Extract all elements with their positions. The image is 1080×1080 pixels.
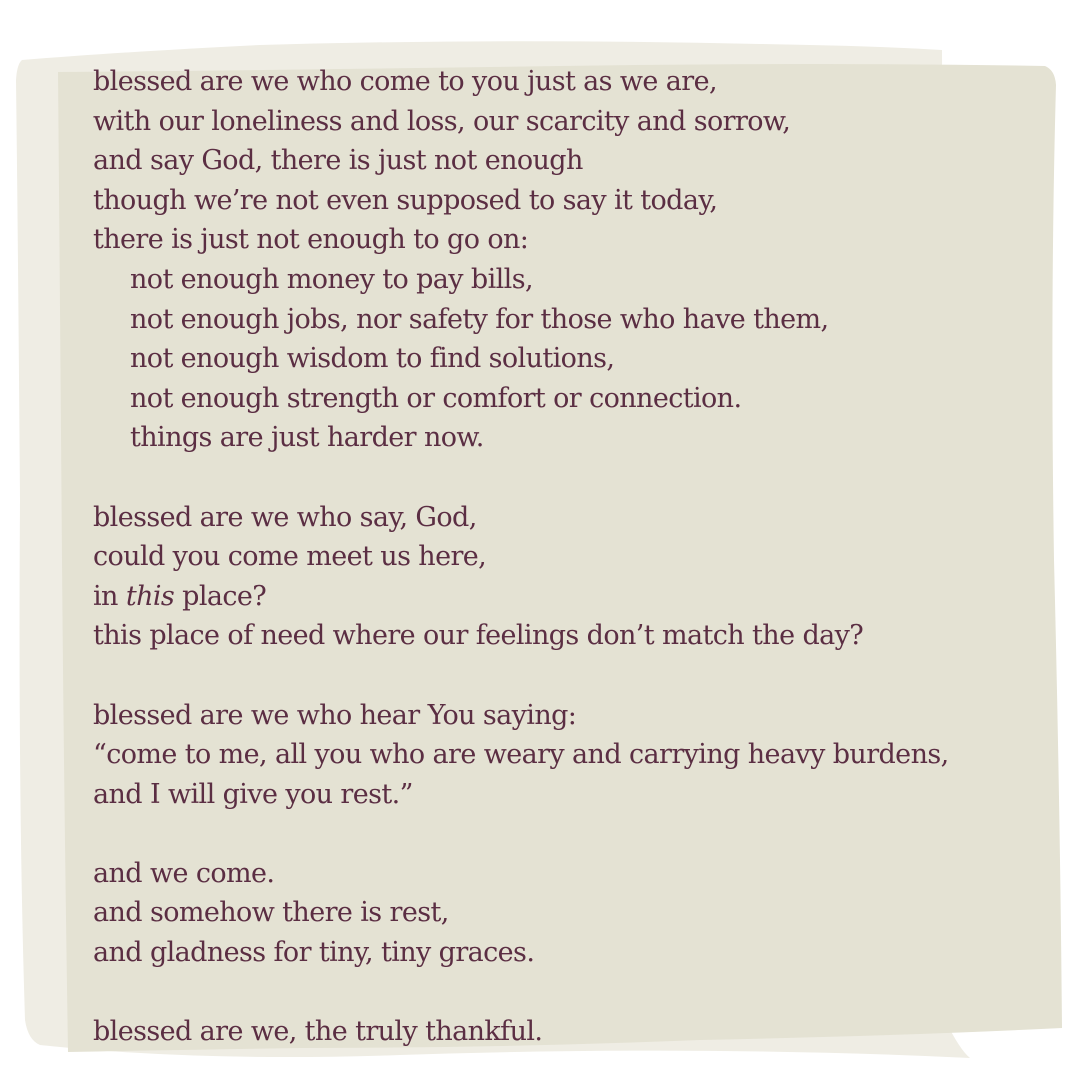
poem-line: blessed are we who say, God, (93, 501, 477, 533)
stanza-break (93, 458, 949, 498)
poem-line: and I will give you rest.” (93, 778, 413, 810)
poem-line: there is just not enough to go on: (93, 224, 529, 256)
poem-line: “come to me, all you who are weary and carrying heavy burdens, (93, 739, 949, 771)
poem-line: this place of need where our feelings don’t match the day? (93, 620, 864, 652)
poem-line: blessed are we, the truly thankful. (93, 1016, 543, 1048)
stanza-break (93, 656, 949, 696)
poem-line (93, 577, 949, 617)
stanza-break (93, 973, 949, 1013)
poem-line-indented: not enough jobs, nor safety for those who have them, (130, 303, 829, 335)
poem-line: could you come meet us here, (93, 541, 487, 573)
poem-line: and gladness for tiny, tiny graces. (93, 937, 535, 969)
poem-line-indented: not enough strength or comfort or connection. (130, 382, 742, 414)
poem-line-part: place? (174, 580, 267, 612)
poem-line: though we’re not even supposed to say it today, (93, 184, 718, 216)
poem-line-part: in (93, 580, 126, 612)
poem-line: blessed are we who hear You saying: (93, 699, 577, 731)
poem-line: and say God, there is just not enough (93, 145, 583, 177)
poem-line: blessed are we who come to you just as we are, (93, 66, 717, 97)
poem-line: and we come. (93, 857, 275, 889)
poem-line-indented: not enough wisdom to find solutions, (130, 343, 615, 375)
stanza-break (93, 814, 949, 854)
poem-line-indented: not enough money to pay bills, (130, 263, 533, 295)
poem-text (93, 62, 949, 1052)
poem-emphasis: this (125, 580, 175, 612)
poem-line: with our loneliness and loss, our scarcity and sorrow, (93, 105, 791, 137)
poem-line-indented: things are just harder now. (130, 422, 484, 454)
poem-line: and somehow there is rest, (93, 897, 449, 929)
